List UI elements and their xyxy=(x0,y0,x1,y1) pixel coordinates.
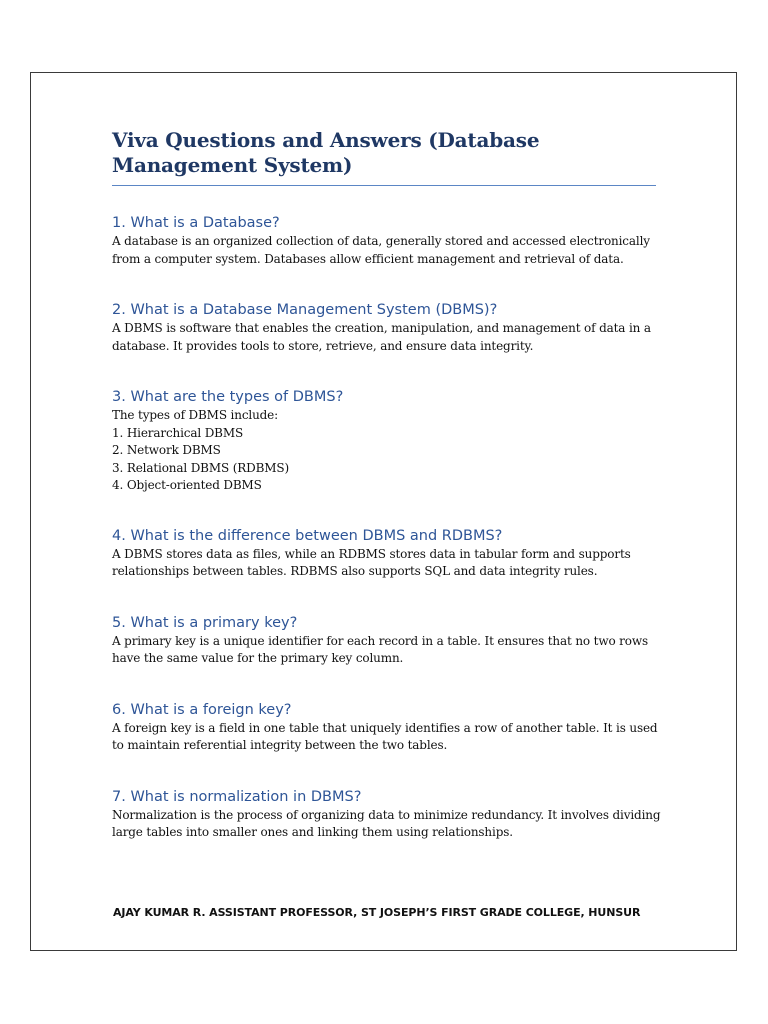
author-footer: AJAY KUMAR R. ASSISTANT PROFESSOR, ST JOSEPH’S FIRST GRADE COLLEGE, HUNSUR xyxy=(113,906,641,919)
question-heading: 3. What are the types of DBMS? xyxy=(112,389,344,405)
question-heading: 5. What is a primary key? xyxy=(112,614,298,631)
document-body xyxy=(112,128,672,842)
qa-section-6 xyxy=(112,700,672,755)
qa-section-3 xyxy=(112,387,672,495)
answer-text: The types of DBMS include: 1. Hierarchical DBMS 2. Network DBMS 3. Relational DBMS (RDBMS) 4. Object-oriented DBMS xyxy=(112,408,290,492)
qa-section-1 xyxy=(112,213,672,268)
question-heading: 1. What is a Database? xyxy=(112,215,280,231)
answer-text: A foreign key is a field in one table that uniquely identifies a row of another table. It is used to maintain referential integrity between the two tables. xyxy=(112,720,658,752)
answer-text: A DBMS is software that enables the creation, manipulation, and management of data in a database. It provides tools to store, retrieve, and ensure data integrity. xyxy=(112,321,651,353)
qa-section-4 xyxy=(112,526,672,581)
qa-section-2 xyxy=(112,300,672,355)
document-title: Viva Questions and Answers (Database Management System) xyxy=(112,128,540,177)
answer-text: A primary key is a unique identifier for each record in a table. It ensures that no two rows have the same value for the primary key column. xyxy=(112,633,648,665)
qa-section-7 xyxy=(112,787,672,842)
question-heading: 2. What is a Database Management System (DBMS)? xyxy=(112,302,498,318)
title-underline xyxy=(112,185,656,186)
question-heading: 6. What is a foreign key? xyxy=(112,701,292,718)
answer-text: A database is an organized collection of data, generally stored and accessed electronically from a computer system. Databases allow efficient management and retrieval of data. xyxy=(112,234,650,266)
question-heading: 4. What is the difference between DBMS and RDBMS? xyxy=(112,527,503,544)
question-heading: 7. What is normalization in DBMS? xyxy=(112,788,362,805)
qa-section-5 xyxy=(112,613,672,668)
answer-text: A DBMS stores data as files, while an RDBMS stores data in tabular form and supports relationships between tables. RDBMS also supports SQL and data integrity rules. xyxy=(112,546,631,578)
answer-text: Normalization is the process of organizing data to minimize redundancy. It involves dividing large tables into smaller ones and linking them using relationships. xyxy=(112,807,661,839)
